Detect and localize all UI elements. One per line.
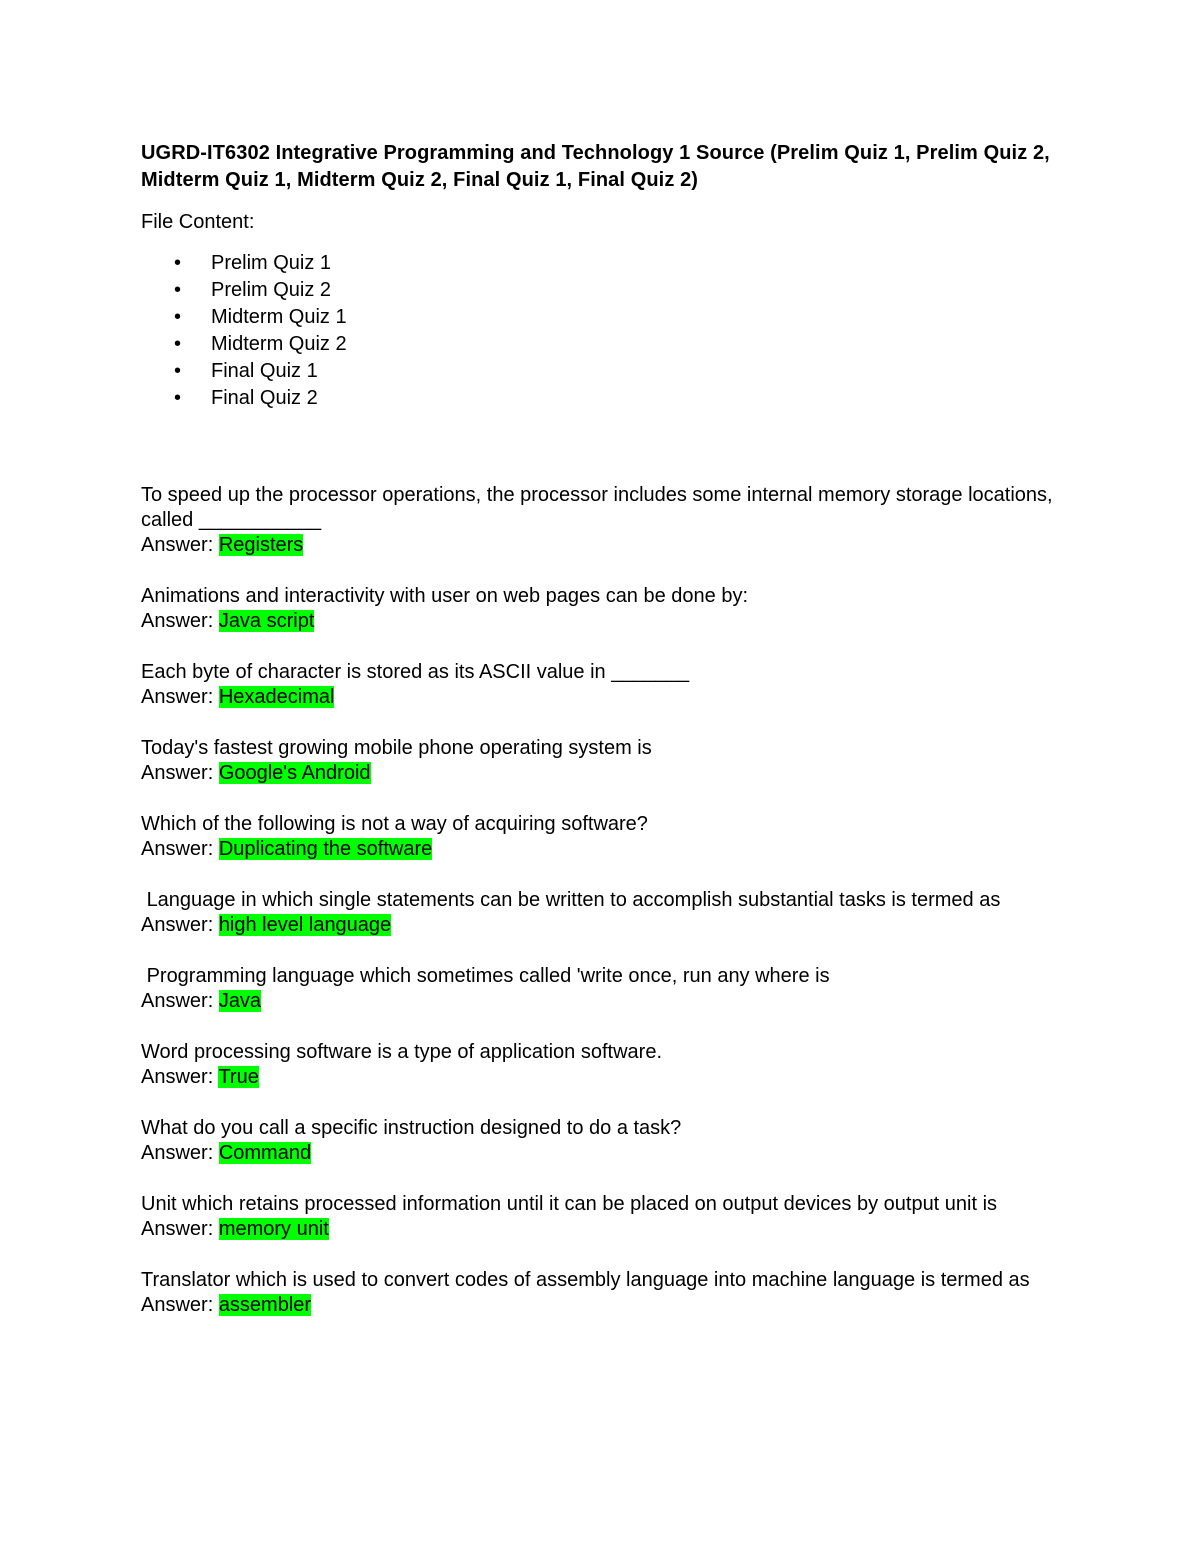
question-text: To speed up the processor operations, the processor includes some internal memory storage locations, called ___________ [141,484,1053,531]
file-list-item [141,250,1061,277]
question-item [141,1268,1061,1318]
answer-line [141,1293,1061,1318]
file-content-list [141,250,1061,412]
question-text: Animations and interactivity with user on web pages can be done by: [141,585,749,607]
question-text: Each byte of character is stored as its ASCII value in _______ [141,661,690,683]
answer-line [141,1217,1061,1242]
answer-label: Answer: [141,1142,219,1164]
answer-line [141,533,1061,558]
answer-label: Answer: [141,1294,219,1316]
file-list-item [141,304,1061,331]
file-list-item-label: Final Quiz 1 [211,360,318,382]
file-list-item-label: Final Quiz 2 [211,387,318,409]
answer-label: Answer: [141,1218,219,1240]
bullet-icon: • [174,333,182,355]
question-text: Language in which single statements can be written to accomplish substantial tasks is termed as [141,889,1001,911]
question-text: Unit which retains processed information until it can be placed on output devices by output unit is [141,1193,998,1215]
file-list-item [141,358,1061,385]
answer-label: Answer: [141,838,219,860]
question-item [141,736,1061,786]
answer-label: Answer: [141,686,219,708]
answer-line [141,609,1061,634]
file-list-item-label: Midterm Quiz 2 [211,333,347,355]
file-list-item [141,331,1061,358]
answer-value: Java [218,990,262,1012]
file-list-item-label: Prelim Quiz 2 [211,279,332,301]
question-text: Word processing software is a type of application software. [141,1041,662,1063]
question-item [141,1192,1061,1242]
question-item [141,1116,1061,1166]
answer-value: Hexadecimal [218,686,335,708]
answer-value: high level language [218,914,392,936]
answer-label: Answer: [141,534,219,556]
question-text: What do you call a specific instruction designed to do a task? [141,1117,682,1139]
question-item [141,1040,1061,1090]
answer-value: Java script [218,610,315,632]
answer-value: memory unit [218,1218,329,1240]
bullet-icon: • [174,252,182,274]
file-content-label: File Content: [141,211,255,233]
question-text: Which of the following is not a way of acquiring software? [141,813,648,835]
question-text: Translator which is used to convert codes of assembly language into machine language is termed as [141,1269,1030,1291]
answer-value: Duplicating the software [218,838,433,860]
question-item [141,812,1061,862]
answer-value: Command [218,1142,312,1164]
bullet-icon: • [174,279,182,301]
question-item [141,660,1061,710]
file-list-item-label: Prelim Quiz 1 [211,252,332,274]
answer-label: Answer: [141,914,219,936]
answer-line [141,989,1061,1014]
answer-line [141,1141,1061,1166]
answer-line [141,913,1061,938]
answer-label: Answer: [141,610,219,632]
answer-label: Answer: [141,762,219,784]
answer-label: Answer: [141,1066,219,1088]
question-item [141,888,1061,938]
answer-value: True [218,1066,259,1088]
question-item [141,483,1061,558]
bullet-icon: • [174,306,182,328]
answer-label: Answer: [141,990,219,1012]
document-page [141,140,1061,1344]
answer-value: Registers [218,534,304,556]
document-title: UGRD-IT6302 Integrative Programming and Technology 1 Source (Prelim Quiz 1, Prelim Quiz 2, Midterm Quiz 1, Midterm Quiz 2, Final Quiz 1, Final Quiz 2) [141,142,1050,191]
answer-line [141,685,1061,710]
answer-line [141,1065,1061,1090]
question-text: Programming language which sometimes called 'write once, run any where is [141,965,830,987]
question-item [141,964,1061,1014]
file-list-item-label: Midterm Quiz 1 [211,306,347,328]
file-list-item [141,277,1061,304]
bullet-icon: • [174,387,182,409]
answer-value: assembler [218,1294,312,1316]
answer-line [141,761,1061,786]
question-text: Today's fastest growing mobile phone operating system is [141,737,652,759]
answer-line [141,837,1061,862]
answer-value: Google's Android [218,762,371,784]
bullet-icon: • [174,360,182,382]
question-item [141,584,1061,634]
file-list-item [141,385,1061,412]
question-list [141,483,1061,1318]
